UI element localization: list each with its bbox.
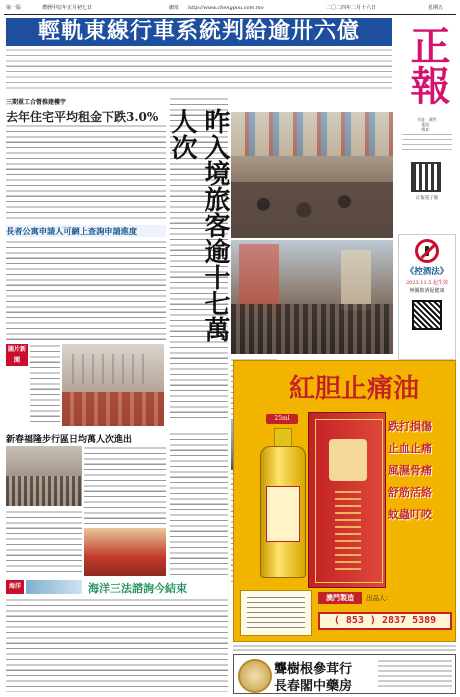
visitors-headline: 昨入境旅客逾十七萬人次 [167,108,230,342]
bottle-label: 25ml [266,414,298,424]
pharmacy-line2: 長春閣中藥房 [274,679,353,694]
masthead-logo: 正報 [404,25,451,105]
banner-headline [6,18,392,46]
pedestrian-headline: 新春福隆步行區日均萬人次進出 [6,435,133,445]
pharmacy-ad [233,654,456,694]
pedestrian-photo [6,446,82,506]
masthead [398,17,456,229]
qr-code[interactable] [411,162,441,192]
website-link[interactable]: http://www.chengpou.com.mo [188,5,264,11]
issue-date: 二〇二四年二月十六日 [326,5,377,11]
marine-body [6,598,228,692]
alcohol-subtitle: 2023.11.5 起生效 [405,280,449,286]
page-label: 第一版 [6,5,22,11]
photo-news-body [30,344,60,424]
no-alcohol-icon [415,239,439,263]
alcohol-ad [398,234,456,360]
oil-bottle [258,412,306,580]
red-oil-title: 紅胆止痛油 [288,374,419,404]
rent-headline: 去年住宅平均租金下跌3.0% [6,110,159,124]
oil-bullet: 止血止痛 [388,442,432,455]
weekday: 星期五 [428,5,444,11]
oil-bullet: 舒筋活絡 [388,486,432,499]
rent-kicker: 三期重工合營推建樓宇 [6,99,67,106]
alcohol-qr[interactable] [412,300,442,330]
website-label: 網址 [169,5,180,11]
elderly-body [6,240,166,340]
publisher-info: 社址：澳門 電話： 傳真： [398,117,456,152]
pharmacy-line1: 聾樹根參茸行 [274,662,353,677]
oil-bullet: 跌打損傷 [388,420,432,433]
photo-news-image [62,344,164,426]
top-rule [4,14,456,15]
qr-caption: 正報電子版 [415,196,439,201]
alcohol-title: 《控酒法》 [405,267,449,277]
pedestrian-body-2 [6,510,82,574]
alcohol-slogan: 無擾飲酒促健康 [409,288,445,294]
publisher-fineprint [402,134,452,152]
pharmacy-logo [238,659,272,693]
marine-headline: 海洋三法諮詢今結束 [88,582,187,595]
rent-body [6,124,166,222]
festival-photo [84,528,166,576]
oil-bullet: 風濕骨痛 [388,464,432,477]
producer: 出品人： [366,594,392,602]
elderly-headline: 長者公寓申請人可網上查詢申請進度 [6,225,166,237]
lunar-date: 農曆甲辰年正月初七日 [42,5,93,11]
pedestrian-body [84,446,166,526]
banner-lead-text [6,48,392,92]
oil-bullet: 蚊蟲叮咬 [388,508,432,521]
marine-small-photo [26,580,82,594]
crowd-photo-bottom [231,240,393,354]
oil-bullets [388,418,454,568]
oil-box [308,412,386,588]
middle-body-3 [170,432,228,576]
made-in-badge: 澳門製造 [318,592,362,604]
top-strip [4,3,456,13]
photo-news-tag: 圖片新聞 [7,346,26,364]
crowd-photo-top [231,112,393,238]
marine-tag: 海洋 [6,580,24,594]
oil-certificate [240,590,312,636]
pharmacy-contact [378,659,452,689]
banner-text: 輕軌東線行車系統判給逾卅六億 [37,19,360,44]
ad-fineprint [233,644,456,652]
oil-phone[interactable]: ( 853 ) 2837 5389 [318,612,452,630]
